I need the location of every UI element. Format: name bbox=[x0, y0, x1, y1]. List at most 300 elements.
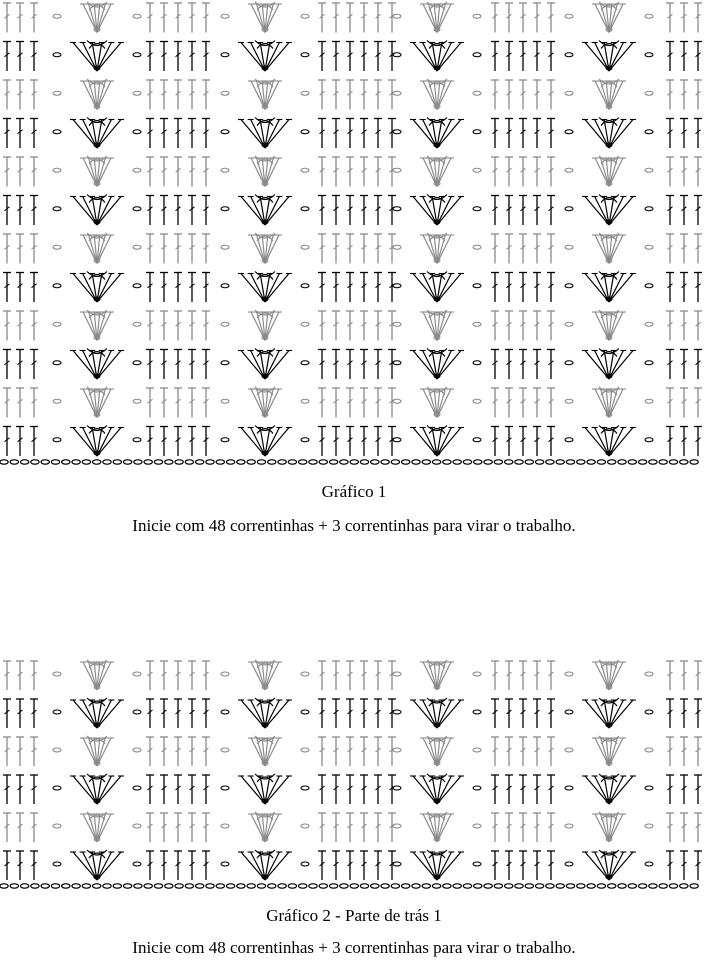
double-crochet-symbol bbox=[346, 119, 354, 149]
double-crochet-symbol bbox=[547, 157, 555, 187]
double-crochet-symbol bbox=[160, 775, 168, 804]
double-crochet-symbol bbox=[174, 427, 182, 457]
double-crochet-symbol bbox=[533, 388, 541, 418]
chain-stitch-symbol bbox=[393, 53, 401, 57]
chain-stitch-symbol bbox=[221, 824, 229, 828]
double-crochet-symbol bbox=[547, 311, 555, 341]
chain-stitch-symbol bbox=[221, 361, 229, 365]
chain-stitch-symbol bbox=[393, 361, 401, 365]
chain-stitch-symbol bbox=[393, 322, 401, 326]
double-crochet-symbol bbox=[174, 42, 182, 72]
chain-stitch-symbol bbox=[221, 322, 229, 326]
cluster-fan-symbol bbox=[238, 698, 292, 728]
double-crochet-symbol bbox=[547, 851, 555, 880]
cluster-fan-symbol bbox=[410, 195, 464, 226]
double-crochet-symbol bbox=[547, 196, 555, 226]
cluster-fan-symbol bbox=[70, 118, 124, 149]
double-crochet-symbol bbox=[3, 196, 11, 226]
double-crochet-symbol bbox=[16, 3, 24, 33]
cluster-fan-symbol bbox=[238, 118, 292, 149]
chain-stitch-symbol bbox=[645, 438, 653, 442]
chain-stitch-symbol bbox=[221, 130, 229, 134]
cluster-fan-symbol bbox=[582, 272, 636, 303]
chain-stitch-symbol bbox=[645, 130, 653, 134]
double-crochet-symbol bbox=[374, 273, 382, 303]
chain-stitch-symbol bbox=[301, 710, 309, 714]
double-crochet-symbol bbox=[505, 157, 513, 187]
cluster-fan-symbol bbox=[80, 156, 114, 187]
cluster-fan-symbol bbox=[582, 698, 636, 728]
double-crochet-symbol bbox=[694, 311, 702, 341]
chain-stitch-symbol bbox=[301, 672, 309, 676]
chain-stitch-symbol bbox=[645, 284, 653, 288]
cluster-fan-symbol bbox=[248, 79, 282, 110]
double-crochet-symbol bbox=[318, 311, 326, 341]
double-crochet-symbol bbox=[346, 80, 354, 110]
chain-stitch-symbol bbox=[133, 786, 141, 790]
chain-stitch-symbol bbox=[645, 824, 653, 828]
chain-stitch-symbol bbox=[393, 245, 401, 249]
double-crochet-symbol bbox=[30, 273, 38, 303]
chain-stitch-symbol bbox=[473, 245, 481, 249]
double-crochet-symbol bbox=[519, 234, 527, 264]
double-crochet-symbol bbox=[346, 699, 354, 728]
double-crochet-symbol bbox=[491, 737, 499, 766]
double-crochet-symbol bbox=[318, 699, 326, 728]
double-crochet-symbol bbox=[346, 661, 354, 690]
double-crochet-symbol bbox=[188, 388, 196, 418]
double-crochet-symbol bbox=[666, 427, 674, 457]
double-crochet-symbol bbox=[694, 427, 702, 457]
double-crochet-symbol bbox=[505, 775, 513, 804]
double-crochet-symbol bbox=[332, 157, 340, 187]
double-crochet-symbol bbox=[680, 3, 688, 33]
double-crochet-symbol bbox=[360, 350, 368, 380]
double-crochet-symbol bbox=[547, 699, 555, 728]
double-crochet-symbol bbox=[547, 775, 555, 804]
chart-row bbox=[3, 118, 702, 149]
double-crochet-symbol bbox=[666, 851, 674, 880]
chain-stitch-symbol bbox=[133, 862, 141, 866]
cluster-fan-symbol bbox=[420, 79, 454, 110]
chain-stitch-symbol bbox=[565, 672, 573, 676]
cluster-fan-symbol bbox=[80, 736, 114, 766]
double-crochet-symbol bbox=[30, 119, 38, 149]
double-crochet-symbol bbox=[160, 80, 168, 110]
double-crochet-symbol bbox=[16, 427, 24, 457]
chain-stitch-symbol bbox=[221, 862, 229, 866]
double-crochet-symbol bbox=[547, 350, 555, 380]
double-crochet-symbol bbox=[160, 42, 168, 72]
chain-stitch-symbol bbox=[53, 130, 61, 134]
double-crochet-symbol bbox=[3, 661, 11, 690]
chain-stitch-symbol bbox=[221, 786, 229, 790]
double-crochet-symbol bbox=[146, 851, 154, 880]
double-crochet-symbol bbox=[30, 42, 38, 72]
chart-row bbox=[3, 272, 702, 303]
chain-stitch-symbol bbox=[473, 824, 481, 828]
double-crochet-symbol bbox=[505, 196, 513, 226]
chain-stitch-symbol bbox=[221, 710, 229, 714]
cluster-fan-symbol bbox=[70, 774, 124, 804]
double-crochet-symbol bbox=[360, 157, 368, 187]
double-crochet-symbol bbox=[188, 273, 196, 303]
double-crochet-symbol bbox=[160, 427, 168, 457]
double-crochet-symbol bbox=[680, 311, 688, 341]
double-crochet-symbol bbox=[202, 119, 210, 149]
double-crochet-symbol bbox=[30, 851, 38, 880]
double-crochet-symbol bbox=[346, 427, 354, 457]
chain-stitch-symbol bbox=[53, 245, 61, 249]
double-crochet-symbol bbox=[202, 350, 210, 380]
double-crochet-symbol bbox=[547, 813, 555, 842]
double-crochet-symbol bbox=[519, 273, 527, 303]
cluster-fan-symbol bbox=[248, 387, 282, 418]
cluster-fan-symbol bbox=[410, 272, 464, 303]
double-crochet-symbol bbox=[146, 273, 154, 303]
double-crochet-symbol bbox=[318, 234, 326, 264]
chain-stitch-symbol bbox=[53, 710, 61, 714]
chart-row bbox=[3, 349, 702, 380]
chain-stitch-symbol bbox=[645, 361, 653, 365]
chain-stitch-symbol bbox=[645, 710, 653, 714]
chain-stitch-symbol bbox=[133, 53, 141, 57]
double-crochet-symbol bbox=[160, 388, 168, 418]
double-crochet-symbol bbox=[202, 737, 210, 766]
double-crochet-symbol bbox=[694, 699, 702, 728]
chart-row bbox=[3, 156, 702, 187]
chain-stitch-symbol bbox=[393, 862, 401, 866]
double-crochet-symbol bbox=[374, 3, 382, 33]
double-crochet-symbol bbox=[3, 699, 11, 728]
double-crochet-symbol bbox=[680, 661, 688, 690]
cluster-fan-symbol bbox=[420, 736, 454, 766]
double-crochet-symbol bbox=[146, 119, 154, 149]
double-crochet-symbol bbox=[332, 737, 340, 766]
double-crochet-symbol bbox=[360, 273, 368, 303]
chain-stitch-symbol bbox=[645, 245, 653, 249]
double-crochet-symbol bbox=[505, 388, 513, 418]
chain-stitch-symbol bbox=[53, 91, 61, 95]
double-crochet-symbol bbox=[346, 311, 354, 341]
double-crochet-symbol bbox=[547, 427, 555, 457]
double-crochet-symbol bbox=[666, 775, 674, 804]
chain-stitch-symbol bbox=[221, 168, 229, 172]
double-crochet-symbol bbox=[666, 311, 674, 341]
chain-stitch-symbol bbox=[565, 438, 573, 442]
double-crochet-symbol bbox=[202, 157, 210, 187]
chain-stitch-symbol bbox=[473, 53, 481, 57]
chain-stitch-symbol bbox=[133, 168, 141, 172]
double-crochet-symbol bbox=[318, 350, 326, 380]
double-crochet-symbol bbox=[346, 851, 354, 880]
chain-stitch-symbol bbox=[133, 438, 141, 442]
chain-stitch-symbol bbox=[133, 91, 141, 95]
double-crochet-symbol bbox=[680, 234, 688, 264]
cluster-fan-symbol bbox=[582, 118, 636, 149]
double-crochet-symbol bbox=[318, 3, 326, 33]
double-crochet-symbol bbox=[505, 311, 513, 341]
cluster-fan-symbol bbox=[592, 387, 626, 418]
chain-stitch-symbol bbox=[133, 14, 141, 18]
double-crochet-symbol bbox=[16, 851, 24, 880]
double-crochet-symbol bbox=[547, 234, 555, 264]
double-crochet-symbol bbox=[332, 196, 340, 226]
chain-stitch-symbol bbox=[221, 91, 229, 95]
double-crochet-symbol bbox=[505, 851, 513, 880]
chain-stitch-symbol bbox=[473, 284, 481, 288]
cluster-fan-symbol bbox=[410, 850, 464, 880]
chain-stitch-symbol bbox=[473, 710, 481, 714]
double-crochet-symbol bbox=[374, 388, 382, 418]
double-crochet-symbol bbox=[146, 427, 154, 457]
double-crochet-symbol bbox=[680, 80, 688, 110]
double-crochet-symbol bbox=[519, 851, 527, 880]
double-crochet-symbol bbox=[188, 157, 196, 187]
double-crochet-symbol bbox=[30, 80, 38, 110]
double-crochet-symbol bbox=[547, 661, 555, 690]
double-crochet-symbol bbox=[174, 699, 182, 728]
double-crochet-symbol bbox=[533, 661, 541, 690]
cluster-fan-symbol bbox=[248, 310, 282, 341]
double-crochet-symbol bbox=[666, 196, 674, 226]
double-crochet-symbol bbox=[3, 273, 11, 303]
chain-stitch-symbol bbox=[53, 824, 61, 828]
double-crochet-symbol bbox=[491, 350, 499, 380]
double-crochet-symbol bbox=[346, 234, 354, 264]
cluster-fan-symbol bbox=[248, 233, 282, 264]
chain-stitch-symbol bbox=[301, 399, 309, 403]
double-crochet-symbol bbox=[346, 273, 354, 303]
double-crochet-symbol bbox=[680, 737, 688, 766]
double-crochet-symbol bbox=[174, 661, 182, 690]
double-crochet-symbol bbox=[547, 42, 555, 72]
double-crochet-symbol bbox=[174, 234, 182, 264]
chain-stitch-symbol bbox=[393, 14, 401, 18]
chain-stitch-symbol bbox=[221, 207, 229, 211]
chain-stitch-symbol bbox=[221, 748, 229, 752]
double-crochet-symbol bbox=[519, 737, 527, 766]
double-crochet-symbol bbox=[146, 311, 154, 341]
cluster-fan-symbol bbox=[80, 387, 114, 418]
cluster-fan-symbol bbox=[410, 349, 464, 380]
chart-row bbox=[3, 2, 702, 33]
double-crochet-symbol bbox=[360, 427, 368, 457]
chain-stitch-symbol bbox=[393, 438, 401, 442]
double-crochet-symbol bbox=[3, 234, 11, 264]
chain-stitch-symbol bbox=[133, 207, 141, 211]
chain-stitch-symbol bbox=[133, 710, 141, 714]
chain-stitch-symbol bbox=[565, 14, 573, 18]
chain-stitch-symbol bbox=[393, 168, 401, 172]
double-crochet-symbol bbox=[202, 427, 210, 457]
double-crochet-symbol bbox=[30, 737, 38, 766]
chain-stitch-symbol bbox=[53, 53, 61, 57]
double-crochet-symbol bbox=[694, 775, 702, 804]
chain-stitch-symbol bbox=[301, 207, 309, 211]
cluster-fan-symbol bbox=[420, 156, 454, 187]
double-crochet-symbol bbox=[694, 388, 702, 418]
double-crochet-symbol bbox=[146, 388, 154, 418]
double-crochet-symbol bbox=[491, 388, 499, 418]
chain-stitch-symbol bbox=[133, 748, 141, 752]
chain-stitch-symbol bbox=[473, 91, 481, 95]
double-crochet-symbol bbox=[146, 3, 154, 33]
double-crochet-symbol bbox=[694, 737, 702, 766]
double-crochet-symbol bbox=[505, 80, 513, 110]
chain-stitch-symbol bbox=[565, 91, 573, 95]
double-crochet-symbol bbox=[30, 311, 38, 341]
double-crochet-symbol bbox=[16, 119, 24, 149]
double-crochet-symbol bbox=[30, 775, 38, 804]
double-crochet-symbol bbox=[680, 699, 688, 728]
chain-stitch-symbol bbox=[473, 207, 481, 211]
cluster-fan-symbol bbox=[70, 272, 124, 303]
chain-stitch-symbol bbox=[133, 824, 141, 828]
double-crochet-symbol bbox=[680, 350, 688, 380]
double-crochet-symbol bbox=[680, 775, 688, 804]
double-crochet-symbol bbox=[202, 80, 210, 110]
chart-row bbox=[3, 850, 702, 880]
double-crochet-symbol bbox=[694, 851, 702, 880]
double-crochet-symbol bbox=[3, 157, 11, 187]
double-crochet-symbol bbox=[360, 42, 368, 72]
chain-stitch-symbol bbox=[221, 245, 229, 249]
chain-stitch-symbol bbox=[53, 862, 61, 866]
double-crochet-symbol bbox=[160, 661, 168, 690]
double-crochet-symbol bbox=[680, 851, 688, 880]
cluster-fan-symbol bbox=[592, 2, 626, 33]
double-crochet-symbol bbox=[346, 157, 354, 187]
double-crochet-symbol bbox=[491, 119, 499, 149]
chain-stitch-symbol bbox=[473, 786, 481, 790]
chain-stitch-symbol bbox=[221, 53, 229, 57]
double-crochet-symbol bbox=[519, 42, 527, 72]
double-crochet-symbol bbox=[360, 699, 368, 728]
double-crochet-symbol bbox=[547, 273, 555, 303]
double-crochet-symbol bbox=[533, 80, 541, 110]
double-crochet-symbol bbox=[533, 3, 541, 33]
chain-stitch-symbol bbox=[645, 748, 653, 752]
double-crochet-symbol bbox=[30, 196, 38, 226]
double-crochet-symbol bbox=[332, 119, 340, 149]
chart-row bbox=[3, 774, 702, 804]
double-crochet-symbol bbox=[533, 699, 541, 728]
double-crochet-symbol bbox=[519, 699, 527, 728]
double-crochet-symbol bbox=[666, 699, 674, 728]
chain-stitch-symbol bbox=[53, 786, 61, 790]
double-crochet-symbol bbox=[533, 273, 541, 303]
double-crochet-symbol bbox=[202, 813, 210, 842]
double-crochet-symbol bbox=[694, 813, 702, 842]
chart-row bbox=[3, 233, 702, 264]
double-crochet-symbol bbox=[174, 273, 182, 303]
cluster-fan-symbol bbox=[582, 349, 636, 380]
double-crochet-symbol bbox=[533, 42, 541, 72]
double-crochet-symbol bbox=[174, 737, 182, 766]
double-crochet-symbol bbox=[174, 157, 182, 187]
cluster-fan-symbol bbox=[248, 2, 282, 33]
double-crochet-symbol bbox=[332, 661, 340, 690]
double-crochet-symbol bbox=[533, 813, 541, 842]
cluster-fan-symbol bbox=[70, 41, 124, 72]
chart-row bbox=[3, 812, 702, 842]
cluster-fan-symbol bbox=[248, 812, 282, 842]
cluster-fan-symbol bbox=[592, 156, 626, 187]
double-crochet-symbol bbox=[318, 80, 326, 110]
double-crochet-symbol bbox=[332, 699, 340, 728]
cluster-fan-symbol bbox=[420, 660, 454, 690]
chain-stitch-symbol bbox=[473, 862, 481, 866]
double-crochet-symbol bbox=[160, 119, 168, 149]
foundation-chain-row bbox=[0, 884, 698, 888]
double-crochet-symbol bbox=[666, 3, 674, 33]
chain-stitch-symbol bbox=[645, 672, 653, 676]
double-crochet-symbol bbox=[374, 311, 382, 341]
chain-stitch-symbol bbox=[565, 130, 573, 134]
double-crochet-symbol bbox=[146, 813, 154, 842]
double-crochet-symbol bbox=[519, 813, 527, 842]
double-crochet-symbol bbox=[491, 775, 499, 804]
double-crochet-symbol bbox=[188, 661, 196, 690]
double-crochet-symbol bbox=[146, 80, 154, 110]
double-crochet-symbol bbox=[174, 388, 182, 418]
double-crochet-symbol bbox=[491, 80, 499, 110]
double-crochet-symbol bbox=[160, 350, 168, 380]
double-crochet-symbol bbox=[174, 851, 182, 880]
double-crochet-symbol bbox=[533, 157, 541, 187]
double-crochet-symbol bbox=[3, 813, 11, 842]
double-crochet-symbol bbox=[3, 80, 11, 110]
chain-stitch-symbol bbox=[393, 130, 401, 134]
double-crochet-symbol bbox=[188, 234, 196, 264]
double-crochet-symbol bbox=[666, 273, 674, 303]
double-crochet-symbol bbox=[174, 775, 182, 804]
cluster-fan-symbol bbox=[70, 698, 124, 728]
double-crochet-symbol bbox=[374, 699, 382, 728]
double-crochet-symbol bbox=[360, 196, 368, 226]
chain-stitch-symbol bbox=[565, 824, 573, 828]
chain-stitch-symbol bbox=[645, 399, 653, 403]
double-crochet-symbol bbox=[519, 661, 527, 690]
cluster-fan-symbol bbox=[248, 660, 282, 690]
double-crochet-symbol bbox=[318, 851, 326, 880]
chain-stitch-symbol bbox=[393, 824, 401, 828]
double-crochet-symbol bbox=[374, 737, 382, 766]
chain-stitch-symbol bbox=[133, 245, 141, 249]
double-crochet-symbol bbox=[3, 119, 11, 149]
chain-stitch-symbol bbox=[473, 748, 481, 752]
chain-stitch-symbol bbox=[301, 824, 309, 828]
double-crochet-symbol bbox=[174, 80, 182, 110]
double-crochet-symbol bbox=[202, 851, 210, 880]
cluster-fan-symbol bbox=[410, 426, 464, 457]
cluster-fan-symbol bbox=[410, 118, 464, 149]
double-crochet-symbol bbox=[3, 3, 11, 33]
chain-stitch-symbol bbox=[301, 786, 309, 790]
double-crochet-symbol bbox=[666, 234, 674, 264]
double-crochet-symbol bbox=[318, 273, 326, 303]
double-crochet-symbol bbox=[360, 80, 368, 110]
chain-stitch-symbol bbox=[393, 710, 401, 714]
chain-stitch-symbol bbox=[565, 710, 573, 714]
double-crochet-symbol bbox=[30, 3, 38, 33]
cluster-fan-symbol bbox=[592, 736, 626, 766]
chain-stitch-symbol bbox=[221, 399, 229, 403]
double-crochet-symbol bbox=[16, 42, 24, 72]
double-crochet-symbol bbox=[694, 3, 702, 33]
cluster-fan-symbol bbox=[592, 310, 626, 341]
